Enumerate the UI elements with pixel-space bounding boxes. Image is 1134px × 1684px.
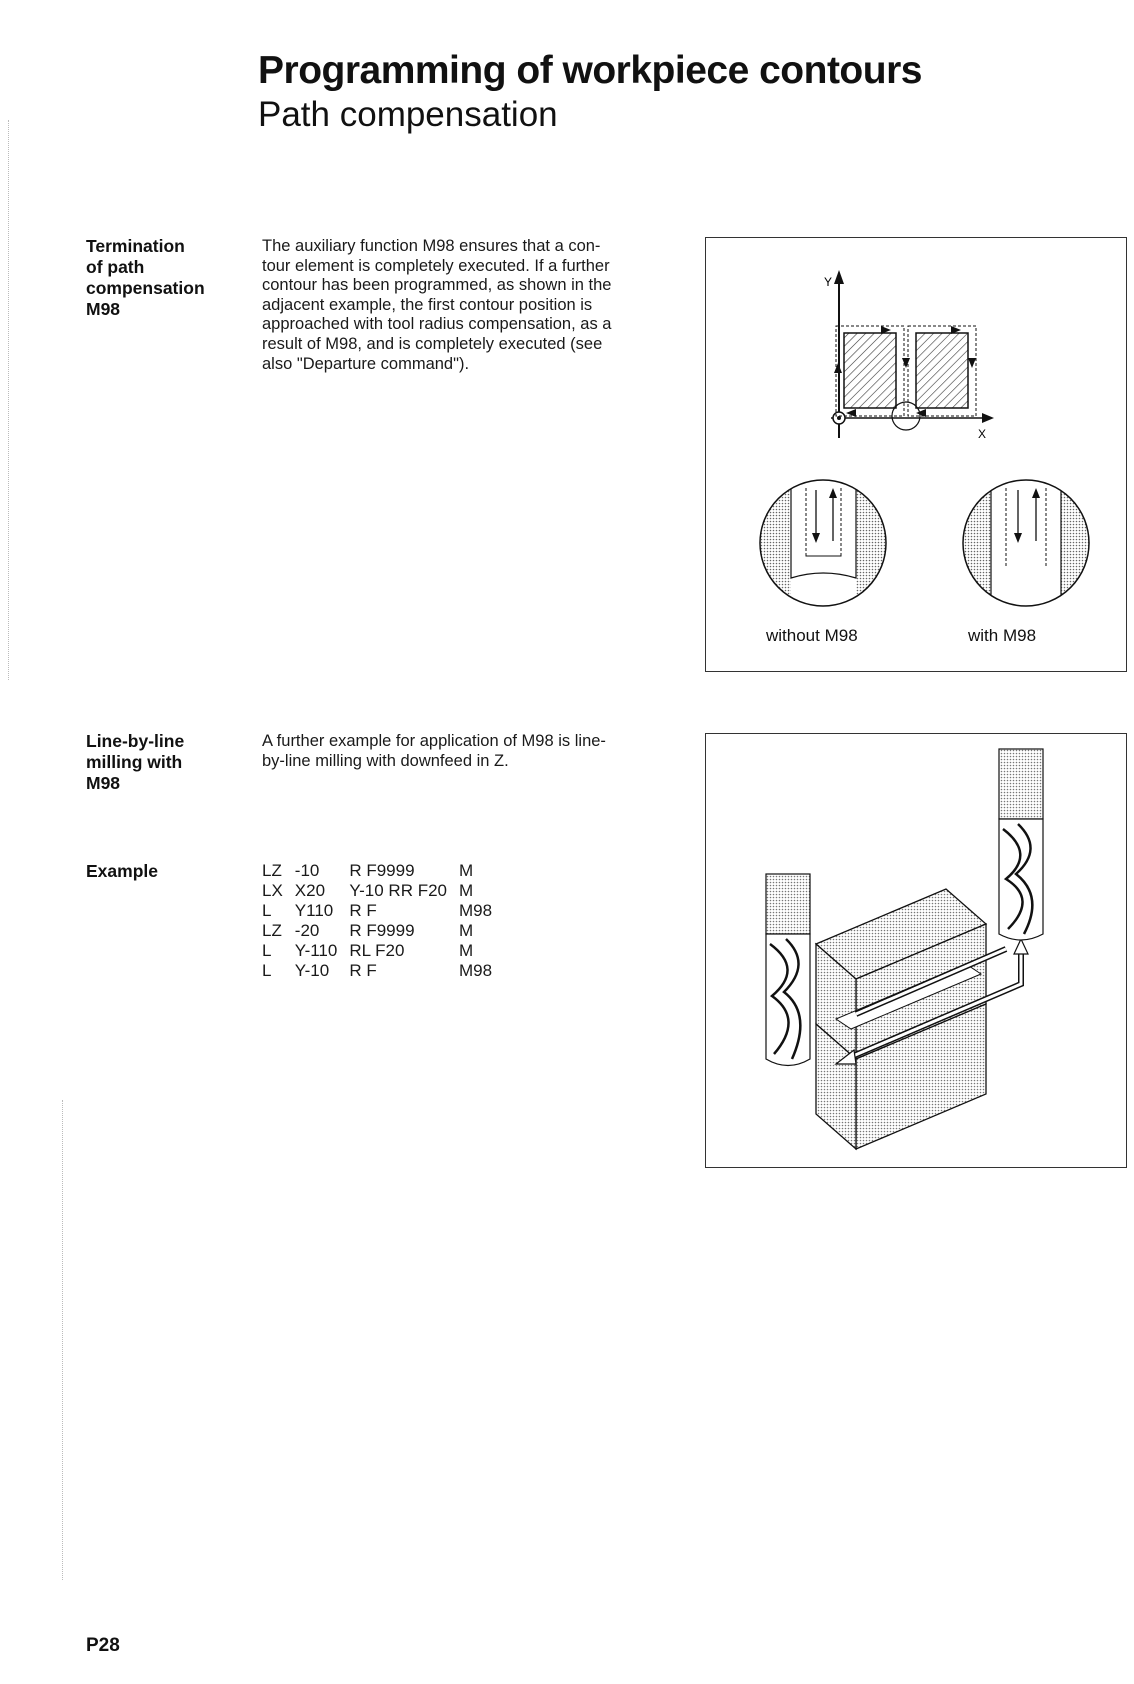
body-line: A further example for application of M98 is line- — [262, 732, 606, 750]
heading-line: Termination — [86, 236, 185, 256]
code-cell: L — [262, 961, 272, 980]
end-mill-left — [766, 874, 810, 1066]
section-heading-line-by-line — [86, 731, 184, 794]
body-line: contour has been programmed, as shown in the — [262, 276, 612, 295]
code-cell: R F — [349, 961, 377, 980]
code-cell: Y-10 — [294, 961, 330, 980]
section-heading-termination — [86, 236, 205, 320]
code-cell: R F — [349, 901, 377, 920]
code-cell: LZ — [262, 921, 282, 940]
heading-line: Line-by-line — [86, 731, 185, 751]
code-cell: RL F20 — [349, 941, 405, 960]
code-cell: R F9999 — [349, 921, 415, 940]
heading-line: M98 — [86, 299, 121, 319]
program-line — [262, 881, 504, 901]
example-heading: Example — [86, 861, 158, 881]
code-cell: L — [262, 901, 272, 920]
code-cell: X20 — [294, 881, 326, 900]
section-body-termination — [262, 237, 682, 374]
heading-line: of path — [86, 257, 145, 277]
margin-trace — [8, 120, 9, 680]
body-line: adjacent example, the first contour position is — [262, 295, 593, 314]
margin-trace — [62, 1100, 63, 1580]
pocket-left — [836, 326, 904, 416]
heading-line: milling with — [86, 752, 183, 772]
body-line: approached with tool radius compensation, as a — [262, 315, 612, 334]
body-line: result of M98, and is completely executed (see — [262, 334, 603, 353]
program-line — [262, 901, 504, 921]
detail-with-m98 — [959, 478, 1093, 618]
code-cell: Y110 — [294, 901, 334, 920]
code-cell: LZ — [262, 861, 282, 880]
milling-diagram — [706, 734, 1126, 1167]
caption-with-m98: with M98 — [968, 626, 1037, 645]
axis-x-label: X — [978, 427, 987, 441]
end-mill-right — [999, 749, 1043, 940]
code-cell: Y-10 RR F20 — [349, 881, 447, 900]
heading-line: compensation — [86, 278, 205, 298]
code-cell: L — [262, 941, 272, 960]
axis-y-label: Y — [824, 275, 833, 289]
program-line — [262, 861, 504, 881]
contour-diagram — [706, 238, 1126, 671]
workpiece-block — [816, 889, 986, 1149]
body-line: tour element is completely executed. If a further — [262, 256, 610, 275]
example-program-table — [262, 861, 504, 981]
body-line: The auxiliary function M98 ensures that a con- — [262, 237, 601, 255]
code-cell: M — [459, 861, 474, 880]
caption-without-m98: without M98 — [766, 626, 858, 645]
figure-contour-compensation — [705, 237, 1127, 672]
code-cell: R F9999 — [349, 861, 415, 880]
code-cell: M — [459, 881, 474, 900]
body-line: also "Departure command"). — [262, 354, 470, 373]
code-cell: -20 — [294, 921, 320, 940]
page-number: P28 — [86, 1635, 120, 1656]
code-cell: Y-110 — [294, 941, 338, 960]
program-line — [262, 961, 504, 981]
heading-line: M98 — [86, 773, 121, 793]
detail-without-m98 — [756, 478, 891, 618]
code-cell: LX — [262, 881, 283, 900]
code-cell: M — [459, 941, 474, 960]
pocket-right — [908, 326, 976, 416]
code-cell: M98 — [459, 901, 493, 920]
code-cell: -10 — [294, 861, 320, 880]
code-cell: M98 — [459, 961, 493, 980]
program-line — [262, 941, 504, 961]
figure-line-by-line-milling — [705, 733, 1127, 1168]
section-body-line-by-line — [262, 732, 682, 771]
program-line — [262, 921, 504, 941]
page-subtitle: Path compensation — [258, 95, 558, 134]
page-title: Programming of workpiece contours — [258, 49, 922, 92]
code-cell: M — [459, 921, 474, 940]
body-line: by-line milling with downfeed in Z. — [262, 751, 509, 770]
